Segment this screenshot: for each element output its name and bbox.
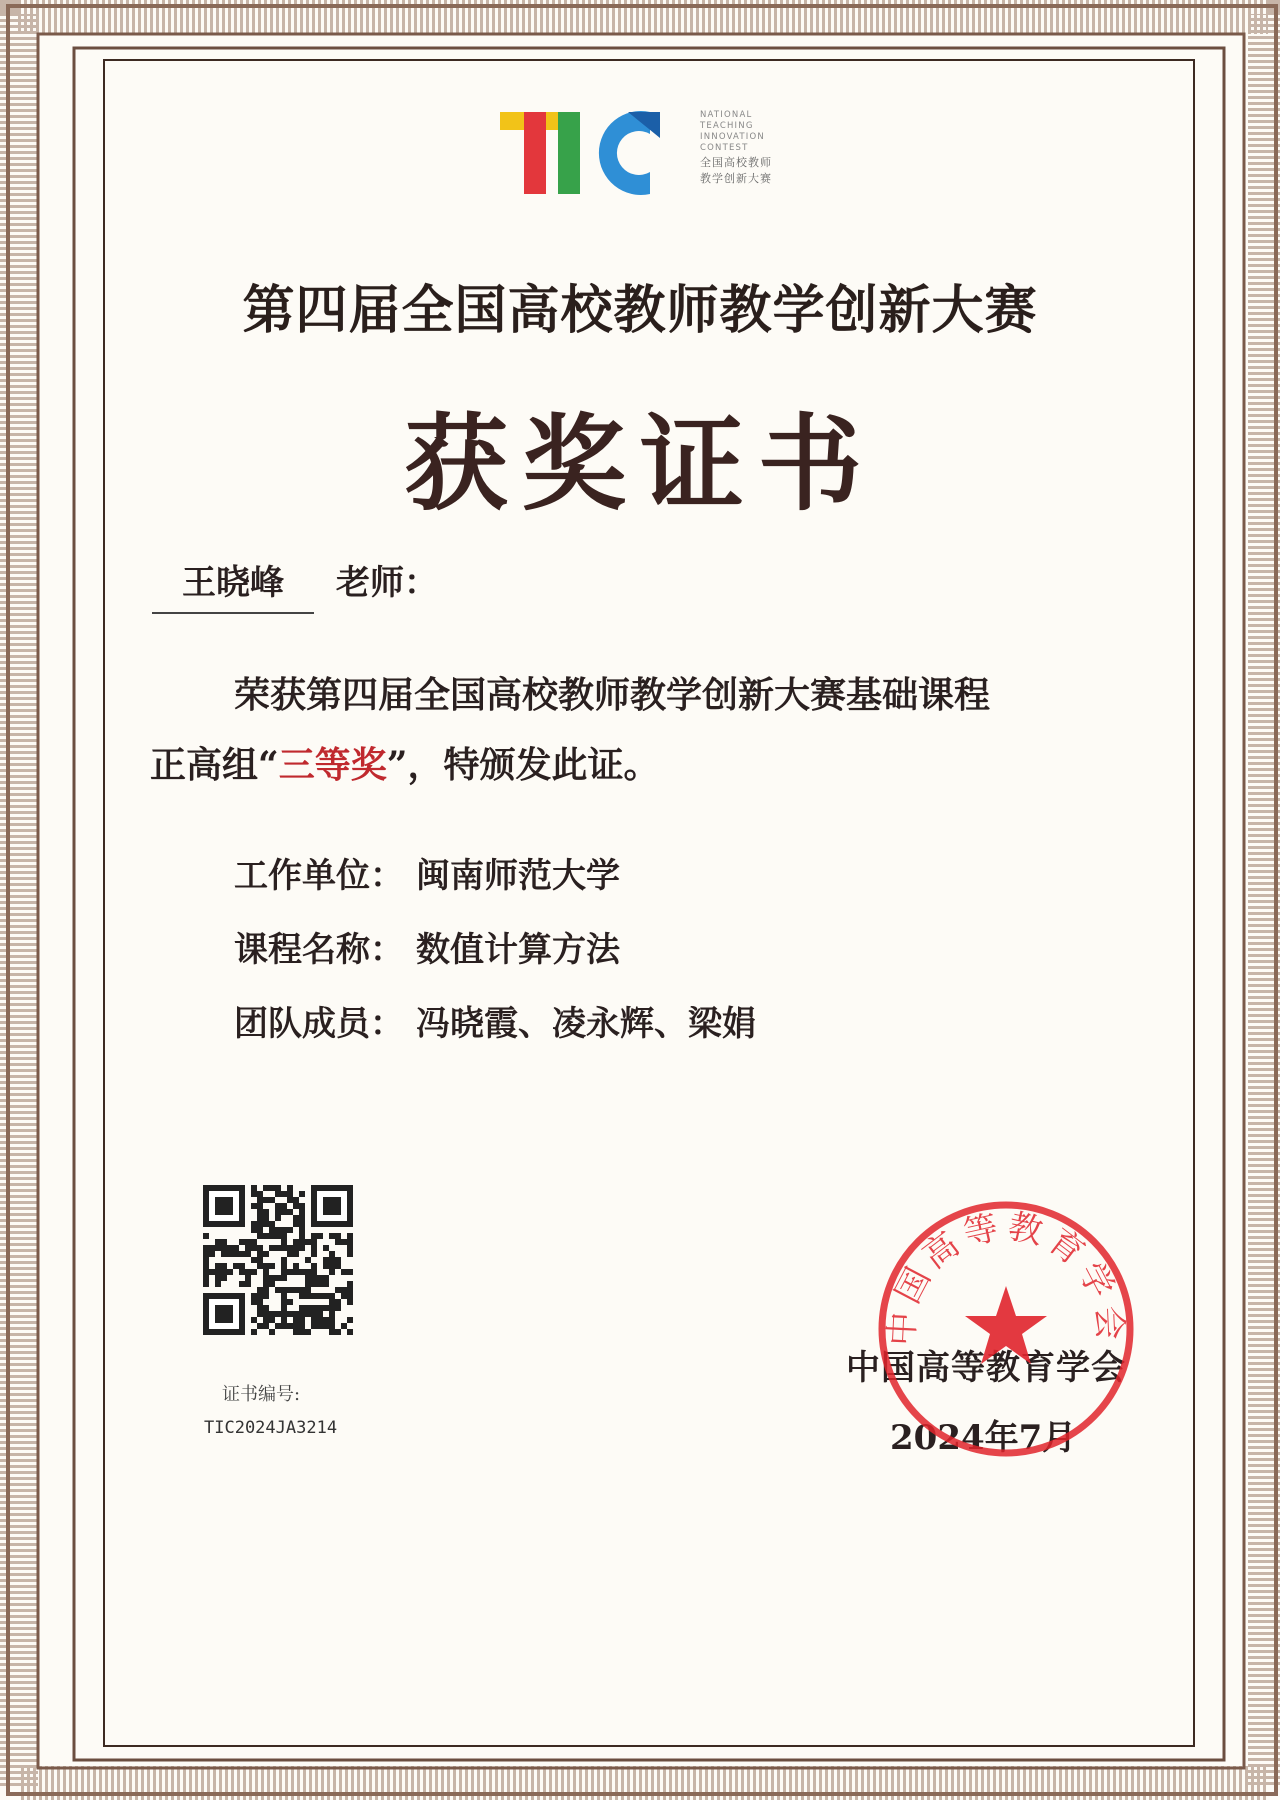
statement-line-1: 荣获第四届全国高校教师教学创新大赛基础课程: [234, 674, 991, 716]
course-label: 课程名称：: [234, 930, 404, 970]
certificate-number-label: 证书编号:: [222, 1384, 301, 1405]
team-value: 冯晓霞、凌永辉、梁娟: [416, 1004, 756, 1044]
workplace-value: 闽南师范大学: [416, 856, 620, 896]
logo-cn-line: 教学创新大赛: [700, 172, 772, 185]
logo-en-line: CONTEST: [700, 143, 749, 153]
award-level: 三等奖: [278, 744, 387, 786]
official-seal: [875, 1198, 1137, 1460]
tic-logo-text: [700, 110, 810, 186]
contest-title: 第四届全国高校教师教学创新大赛: [242, 280, 1038, 341]
logo-en-line: NATIONAL: [700, 110, 753, 120]
logo-cn-line: 全国高校教师: [700, 156, 772, 169]
course-value: 数值计算方法: [416, 930, 620, 970]
workplace-label: 工作单位：: [234, 856, 404, 896]
logo-en-line: TEACHING: [700, 121, 754, 131]
logo-en-line: INNOVATION: [700, 132, 765, 142]
issuer-name: 中国高等教育学会: [846, 1348, 1126, 1388]
tic-logo-mark: [500, 108, 690, 198]
seal-text: 中国高等教育学会: [882, 1206, 1130, 1347]
award-statement: [150, 660, 1140, 800]
statement-prefix: 正高组“: [150, 744, 279, 786]
certificate-heading: 获奖证书: [403, 402, 876, 525]
workplace-row: [234, 848, 620, 897]
team-row: [234, 996, 756, 1045]
certificate-number: TIC2024JA3214: [204, 1418, 338, 1438]
statement-suffix: ”，特颁发此证。: [386, 744, 660, 786]
salutation: 老师：: [336, 563, 438, 603]
team-label: 团队成员：: [234, 1004, 404, 1044]
issue-date: 2024年7月: [890, 1418, 1077, 1458]
tic-logo: [500, 108, 810, 208]
qr-code: [203, 1185, 353, 1335]
recipient-name: 王晓峰: [152, 555, 314, 614]
course-row: [234, 922, 620, 971]
statement-line-2: [150, 730, 1140, 800]
